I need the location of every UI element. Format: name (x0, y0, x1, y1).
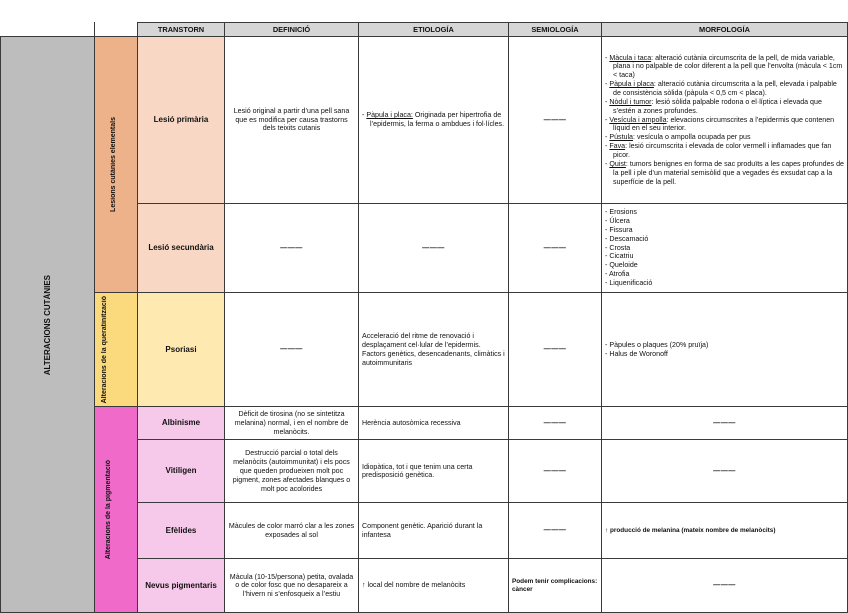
definicio-cell: Màcules de color marró clar a les zones exposades al sol (225, 503, 359, 559)
row-lesio-primaria (1, 37, 848, 204)
definicio-cell: Màcula (10-15/persona) petita, ovalada o de color fosc que no desapareix a l’hivern ni s’enfosqueix a l’estiu (225, 559, 359, 613)
header-row (1, 23, 848, 37)
row-psoriasi (1, 293, 848, 407)
definicio-cell: Lesió original a partir d’una pell sana que es modifica per causa trastorns dels teixits cutanis (225, 37, 359, 204)
morfologia-item: - Pàpula i placa: alteració cutània circumscrita a la pell, elevada i palpable de consistència sòlida (pàpula < 0,5 cm < placa). (605, 80, 844, 98)
semiologia-cell: ——— (509, 407, 602, 440)
transtorn-cell: Lesió secundària (138, 204, 225, 293)
morfologia-item: - Màcula i taca: alteració cutània circumscrita de la pell, de mida variable, plana i no palpable de color diferent a la pell que l’envolta (màcula < 1cm < taca) (605, 54, 844, 81)
category-queratinitzacio-label: Alteracions de la queratinització (101, 296, 108, 404)
morfologia-cell: ——— (602, 407, 848, 440)
etiologia-cell: ↑ local del nombre de melanòcits (359, 559, 509, 613)
morfologia-cell (602, 293, 848, 407)
etiologia-cell: Component genètic. Aparició durant la infantesa (359, 503, 509, 559)
morfologia-item: - Pàpules o plaques (20% pruïja) (605, 341, 844, 350)
etiologia-text-2: Factors genètics, desencadenants, climàtics i autoimmunitaris (362, 349, 505, 367)
transtorn-cell: Lesió primària (138, 37, 225, 204)
transtorn-cell: Psoriasi (138, 293, 225, 407)
header-semiologia: SEMIOLOGÍA (509, 23, 602, 37)
etiologia-cell: Idiopàtica, tot i que tenim una certa predisposició genètica. (359, 440, 509, 503)
transtorn-cell: Vitiligen (138, 440, 225, 503)
category-pigmentacio (95, 407, 138, 613)
etiologia-term: Pàpula i placa: (366, 111, 413, 120)
transtorn-cell: Efèlides (138, 503, 225, 559)
header-etiologia: ETIOLOGÍA (359, 23, 509, 37)
morfologia-item: - Descamació (605, 235, 844, 244)
transtorn-cell: Albinisme (138, 407, 225, 440)
definicio-cell: ——— (225, 204, 359, 293)
main-category-cell (1, 37, 95, 613)
morfologia-cell (602, 37, 848, 204)
header-definicio: DEFINICIÓ (225, 23, 359, 37)
morfologia-item: - Cicatriu (605, 252, 844, 261)
etiologia-text: Originada per hipertrofia de l’epidermis, la ferma o ambdues i fol·lícles. (370, 111, 505, 128)
morfologia-item: - Halus de Woronoff (605, 350, 844, 359)
morfologia-item: - Atrofia (605, 270, 844, 279)
definicio-cell: ——— (225, 293, 359, 407)
header-blank (1, 23, 95, 37)
morfologia-item: - Erosions (605, 208, 844, 217)
disorders-table (0, 22, 848, 613)
morfologia-cell: ↑ producció de melanina (mateix nombre de melanòcits) (602, 503, 848, 559)
header-transtorn: TRANSTORN (138, 23, 225, 37)
morfologia-item: - Liquenificació (605, 279, 844, 288)
semiologia-cell: ——— (509, 503, 602, 559)
transtorn-cell: Nevus pigmentaris (138, 559, 225, 613)
morfologia-item: - Fissura (605, 226, 844, 235)
etiologia-cell (359, 293, 509, 407)
morfologia-item: - Quist: tumors benignes en forma de sac produïts a les capes profundes de la pell i ple d’un material semisòlid que a vegades és exsudat cap a la superfície de la pell. (605, 160, 844, 187)
morfologia-cell: ——— (602, 559, 848, 613)
morfologia-item: - Crosta (605, 244, 844, 253)
main-category-label: ALTERACIONS CUTÀNIES (42, 274, 52, 375)
semiologia-cell: ——— (509, 37, 602, 204)
definicio-cell: Destrucció parcial o total dels melanòcits (autoimmunitat) i els pocs que queden produeixen molt poc pigment, zones afectades blanques o molt poc acolorides (225, 440, 359, 503)
etiologia-cell: ——— (359, 204, 509, 293)
header-blank (95, 23, 138, 37)
definicio-cell: Dèficit de tirosina (no se sintetitza melanina) normal, i en el nombre de melanòcits. (225, 407, 359, 440)
morfologia-item: - Úlcera (605, 217, 844, 226)
semiologia-cell: ——— (509, 440, 602, 503)
morfologia-item: - Fava: lesió circumscrita i elevada de color vermell i inflamades que fan picor. (605, 142, 844, 160)
morfologia-item: - Nòdul i tumor: lesió sòlida palpable rodona o el·líptica i elevada que s’estén a zones profundes. (605, 98, 844, 116)
etiologia-text-1: Acceleració del ritme de renovació i desplaçament cel·lular de l’epidermis. (362, 331, 481, 349)
category-lesions-label: Lesions cutànies elementals (110, 117, 117, 212)
semiologia-cell: Podem tenir complicacions: càncer (509, 559, 602, 613)
morfologia-cell (602, 204, 848, 293)
category-pigmentacio-label: Alteracions de la pigmentació (105, 460, 112, 560)
morfologia-item: - Vesícula i ampolla: elevacions circumscrites a l’epidermis que contenen líquid en el seu interior. (605, 116, 844, 134)
morfologia-cell: ——— (602, 440, 848, 503)
etiologia-cell: Herència autosòmica recessiva (359, 407, 509, 440)
category-lesions (95, 37, 138, 293)
row-albinisme (1, 407, 848, 440)
morfologia-item: - Pústula: vesícula o ampolla ocupada per pus (605, 133, 844, 142)
morfologia-item: - Queloide (605, 261, 844, 270)
category-queratinitzacio (95, 293, 138, 407)
semiologia-cell: ——— (509, 293, 602, 407)
header-morfologia: MORFOLOGÍA (602, 23, 848, 37)
semiologia-cell: ——— (509, 204, 602, 293)
etiologia-cell (359, 37, 509, 204)
